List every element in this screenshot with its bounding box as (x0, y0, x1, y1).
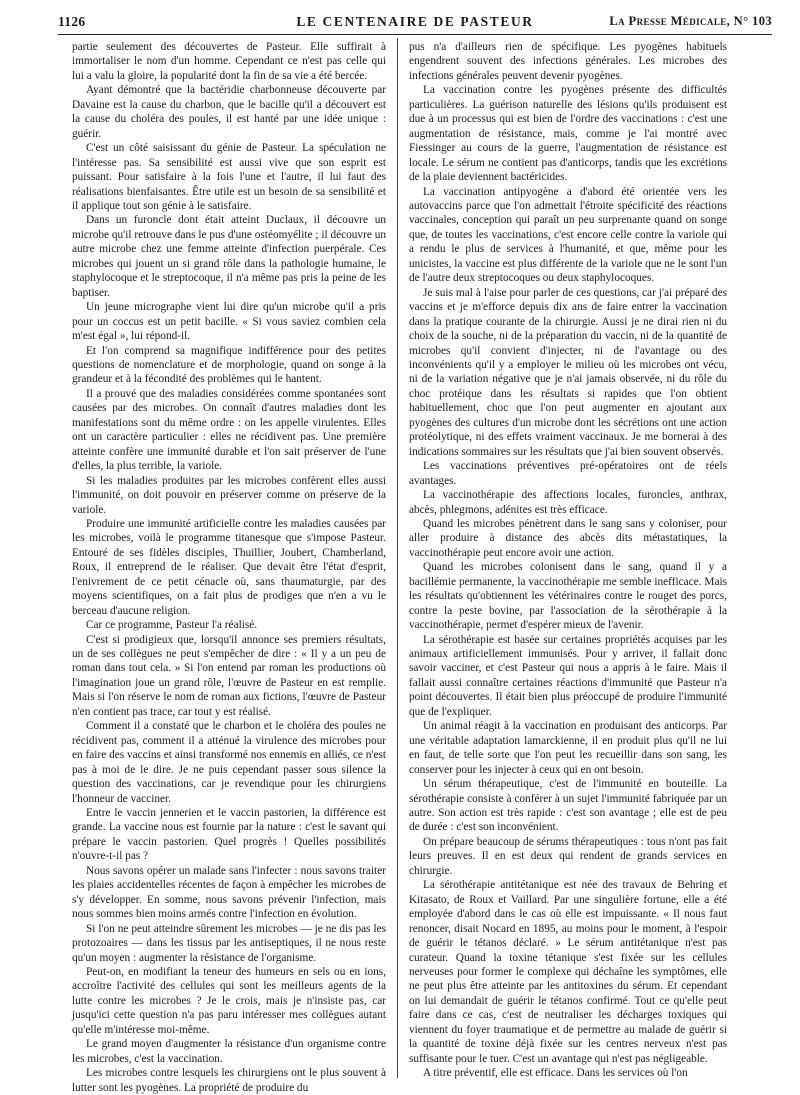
page-header (58, 14, 772, 34)
paragraph: C'est un côté saisissant du génie de Pasteur. La spéculation ne l'intéresse pas. Sa sensibilité est aussi vive que son esprit est puissant. Pour satisfaire à la fois l'une et l'autre, il lui faut des réalisations bienfaisantes. Être utile est un besoin de sa sensibilité et il applique tout son génie à le satisfaire. (72, 142, 386, 212)
paragraph: Un jeune micrographe vient lui dire qu'un microbe qu'il a pris pour un coccus est un petit bacille. « Si vous saviez combien cela m'est égal », lui répond-il. (72, 301, 386, 343)
paragraph: Peut-on, en modifiant la teneur des humeurs en sels ou en ions, accroître l'activité des cellules qui sont les meilleurs agents de la lutte contre les microbes ? Je le crois, mais je n'insiste pas, car jusqu'ici cette question n'a pas paru intéresser mes collègues autant qu'elle m'intéresse moi-même. (72, 966, 386, 1036)
paragraph: Si l'on ne peut atteindre sûrement les microbes — je ne dis pas les protozoaires — dans les tissus par les antiseptiques, il ne nous reste qu'un moyen : augmenter la résistance de l'organisme. (72, 922, 386, 964)
paragraph: A titre préventif, elle est efficace. Dans les services où l'on (423, 1067, 688, 1080)
paragraph: La sérothérapie est basée sur certaines propriétés acquises par les animaux artificiellement immunisés. Pour y arriver, il fallait donc savoir vacciner, et c'est Pasteur qui nous a appris à le faire. Mais il fallait aussi connaître certaines réactions d'immunité que Pasteur n'a point découvertes. Il était bien plus préoccupé de produire l'immunité que de l'expliquer. (409, 633, 727, 718)
header-rule (58, 34, 772, 35)
column-divider (397, 38, 398, 1078)
paragraph: pus n'a d'ailleurs rien de spécifique. Les pyogènes habituels engendrent souvent des infections générales. Les microbes des infections générales peuvent devenir pyogènes. (409, 41, 727, 82)
paragraph: Entre le vaccin jennerien et le vaccin pastorien, la différence est grande. La vaccine nous est fournie par la nature : c'est le savant qui prépare le vaccin pastorien. Quel progrès ! Quelles possibilités n'ouvre-t-il pas ? (72, 807, 386, 863)
paragraph: Les microbes contre lesquels les chirurgiens ont le plus souvent à lutter sont les pyogènes. La propriété de produire du (72, 1067, 386, 1094)
paragraph: Un sérum thérapeutique, c'est de l'immunité en bouteille. La sérothérapie consiste à conférer à un sujet l'immunité fabriquée par un autre. Son action est très rapide : c'est son avantage ; elle est de peu de durée : c'est son inconvénient. (409, 778, 727, 834)
paragraph: Les vaccinations préventives pré-opératoires ont de réels avantages. (409, 460, 727, 487)
paragraph: Dans un furoncle dont était atteint Duclaux, il découvre un microbe qu'il retrouve dans le pus d'une ostéomyélite ; il découvre un autre microbe chez une femme atteinte d'infection puerpérale. Ces microbes qui jouent un si grand rôle dans la pathologie humaine, le staphylocoque et le streptocoque, il n'a même pas pris la peine de les baptiser. (72, 214, 386, 299)
paragraph: Produire une immunité artificielle contre les maladies causées par les microbes, voilà le programme titanesque que s'impose Pasteur. Entouré de ses fidèles disciples, Thuillier, Joubert, Chamberland, Roux, il entreprend de le réaliser. Que devait être l'état d'esprit, l'enivrement de ce petit cénacle où, sans thaumaturgie, par des moyens scientifiques, on a fait plus de prodiges que n'en a vu le berceau d'aucune religion. (72, 517, 386, 617)
left-column (72, 40, 386, 1094)
paragraph: Car ce programme, Pasteur l'a réalisé. (86, 619, 258, 632)
running-title: LE CENTENAIRE DE PASTEUR (296, 14, 534, 29)
paragraph: La vaccinothérapie des affections locales, furoncles, anthrax, abcès, phlegmons, adénites est très efficace. (409, 489, 727, 516)
right-column (409, 40, 727, 1080)
paragraph: La vaccination contre les pyogènes présente des difficultés particulières. La guérison naturelle des lésions qu'ils produisent est due à un processus qui est bien de l'ordre des vaccinations : c'est une augmentation de résistance, mais, comme je l'ai montré avec Fiessinger au cours de la guerre, l'augmentation de résistance est locale. Le sérum ne contient pas d'anticorps, tandis que les excrétions de la plaie deviennent bactéricides. (409, 84, 727, 184)
paragraph: Il a prouvé que des maladies considérées comme spontanées sont causées par des microbes. On connaît d'autres maladies dont les manifestations sont du même ordre : on les appelle virulentes. Elles ont un caractère particulier : elles ne récidivent pas. Une première atteinte confère une immunité durable et l'on sait préserver de l'une d'elles, la plus terrible, la variole. (72, 387, 386, 473)
page-number: 1126 (58, 14, 86, 29)
paragraph: Quand les microbes colonisent dans le sang, quand il y a bacillémie permanente, la vaccinothérapie me semble inefficace. Mais les résultats qu'obtiennent les vétérinaires contre le rouget des porcs, contre la peste bovine, par l'association de la sérothérapie à la vaccinothérapie, permet d'espérer mieux de l'avenir. (409, 561, 727, 632)
paragraph: Le grand moyen d'augmenter la résistance d'un organisme contre les microbes, c'est la vaccination. (72, 1038, 386, 1065)
paragraph: partie seulement des découvertes de Pasteur. Elle suffirait à immortaliser le nom d'un homme. Cependant ce n'est pas celle qui lui a valu la gloire, la popularité dont la fin de sa vie a été bercée. (72, 41, 386, 82)
paragraph: Comment il a constaté que le charbon et le choléra des poules ne récidivent pas, comment il a atténué la virulence des microbes pour en faire des vaccins et ainsi transformé nos ennemis en alliés, ce n'est pas à moi de le dire. Je ne puis cependant passer sous silence la question des vaccinations, car je revendique pour les chirurgiens l'honneur de vacciner. (72, 720, 386, 805)
paragraph: Je suis mal à l'aise pour parler de ces questions, car j'ai préparé des vaccins et je m'efforce depuis dix ans de faire entrer la vaccination dans la pratique courante de la chirurgie. Aussi je ne dirai rien ni du choix de la souche, ni de la préparation du vaccin, ni de la quantité de microbes qu'il convient d'injecter, ni de l'avantage ou des inconvénients qu'il y a employer le milieu où les microbes ont vécu, ni de la variation négative que je n'ai jamais observée, ni du rôle du choc protéique dans les résultats si rapides que l'on obtient habituellement, choc que l'on peut augmenter en ajoutant aux pyogènes des cultures d'un microbe dont les sécrétions ont une action protéolytique, ni des effets vraiment vaccinaux. Je me bornerai à des indications sommaires sur les résultats que j'ai bien souvent observés. (409, 286, 727, 458)
paragraph: On prépare beaucoup de sérums thérapeutiques : tous n'ont pas fait leurs preuves. Il en est deux qui rendent de grands services en chirurgie. (409, 835, 727, 877)
journal-issue: La Presse Médicale, N° 103 (609, 14, 772, 28)
paragraph: C'est si prodigieux que, lorsqu'il annonce ses premiers résultats, un de ses collègues ne peut s'empêcher de dire : « Il y a un peu de roman dans tout cela. » Si l'on entend par roman les productions où l'imagination joue un grand rôle, l'œuvre de Pasteur en est remplie. Mais si l'on réserve le nom de roman aux fictions, l'œuvre de Pasteur n'en contient pas trace, car tout y est réalisé. (72, 633, 386, 718)
paragraph: La vaccination antipyogène a d'abord été orientée vers les autovaccins parce que l'on admettait l'étroite spécificité des réactions vaccinales, conception qui paraît un peu surprenante quand on songe que, de toutes les vaccinations, c'est encore celle contre la variole qui a rendu le plus de services à l'humanité, et que, même pour les unicistes, la vaccine est plus différente de la variole que ne le sont l'un de l'autre deux streptocoques ou deux staphylocoques. (409, 185, 727, 285)
paragraph: Quand les microbes pénètrent dans le sang sans y coloniser, pour aller produire à distance des abcès dits métastatiques, la vaccinothérapie peut encore avoir une action. (409, 517, 727, 559)
paragraph: Ayant démontré que la bactéridie charbonneuse découverte par Davaine est la cause du charbon, que le bacille qu'il a découvert est la cause du choléra des poules, il est hanté par une idée unique : guérir. (72, 84, 386, 140)
paragraph: Nous savons opérer un malade sans l'infecter : nous savons traiter les plaies accidentelles récentes de façon à empêcher les microbes de s'y développer. En somme, nous savons prévenir l'infection, mais nous sommes bien moins armés contre l'infection en évolution. (72, 864, 386, 921)
paragraph: Et l'on comprend sa magnifique indifférence pour des petites questions de nomenclature et de morphologie, quand on songe à la grandeur et à la fécondité des problèmes qui le hantent. (72, 344, 386, 386)
paragraph: Un animal réagit à la vaccination en produisant des anticorps. Par une véritable adaptation lamarckienne, il en produit plus qu'il ne lui en faut, de telle sorte que l'on peut les recueillir dans son sang, les conserver pour les injecter à ceux qui en ont besoin. (409, 720, 727, 776)
paragraph: Si les maladies produites par les microbes confèrent elles aussi l'immunité, on doit pouvoir en préserver comme on préserve de la variole. (72, 474, 386, 516)
paragraph: La sérothérapie antitétanique est née des travaux de Behring et Kitasato, de Roux et Vaillard. Par une singulière fortune, elle a été employée d'abord dans le cas où elle est impuissante. « Il nous faut renoncer, disait Nocard en 1895, au moins pour le moment, à l'espoir de guérir le tétanos déclaré. » Le sérum antitétanique n'est pas curateur. Quand la toxine tétanique s'est fixée sur les cellules nerveuses pour former le complexe qui déchaîne les symptômes, elle ne peut plus être atteinte par les antitoxines du sérum. Et cependant on lui demandait de guérir le tétanos confirmé. Tout ce qu'elle peut faire dans ce cas, c'est de neutraliser les décharges toxiques qui viennent du foyer traumatique et de permettre au malade de guérir si la quantité de toxine déjà fixée sur les centres nerveux n'est pas suffisante pour le tuer. C'est un avantage qui n'est pas négligeable. (409, 879, 727, 1065)
